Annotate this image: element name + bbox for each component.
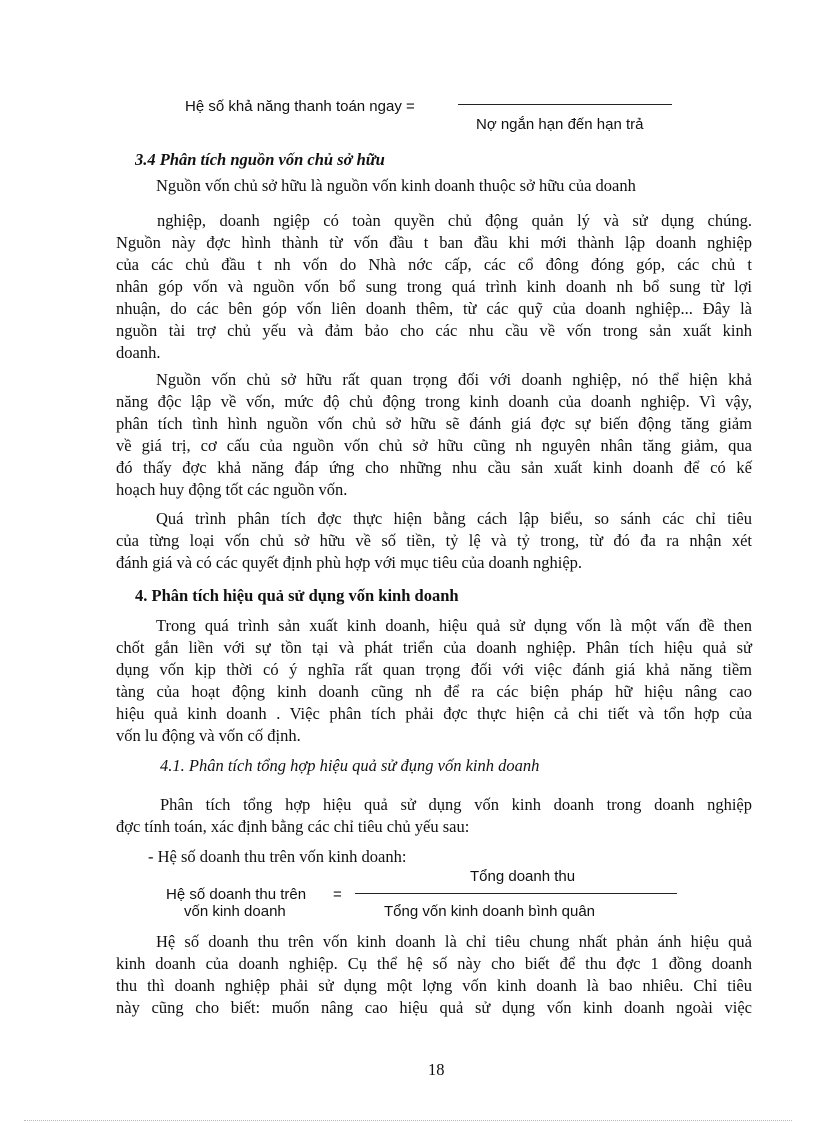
paragraph-line: vốn lu động và vốn cố định.	[116, 726, 301, 745]
fraction-bar	[458, 104, 672, 105]
paragraph-line: nghiệp, doanh ngiệp có toàn quyền chủ động quản lý và sử dụng chúng.	[157, 211, 752, 230]
formula-quick-ratio-label: Hệ số khả năng thanh toán ngay =	[185, 98, 415, 115]
paragraph-line: Nguồn này đợc hình thành từ vốn đầu t ban đầu khi mới thành lập doanh nghiệp	[116, 233, 752, 252]
formula-revenue-ratio-label-line2: vốn kinh doanh	[184, 903, 286, 920]
section-4-1-heading: 4.1. Phân tích tổng hợp hiệu quả sử đụng vốn kinh doanh	[160, 756, 540, 775]
formula-quick-ratio-denominator: Nợ ngắn hạn đến hạn trả	[476, 116, 644, 133]
paragraph-line: nguồn tài trợ chủ yếu và đảm bảo cho các nhu cầu về vốn trong sản xuất kinh	[116, 321, 752, 340]
paragraph-line: của từng loại vốn chủ sở hữu về số tiền, tỷ lệ và tỷ trong, từ đó đa ra nhận xét	[116, 531, 752, 550]
paragraph-line: của các chủ đầu t nh vốn do Nhà nớc cấp, các cổ đông đóng góp, các chủ t	[116, 255, 752, 274]
paragraph-line: phân tích tình hình nguồn vốn chủ sở hữu sẽ đánh giá đợc sự biến động tăng giảm	[116, 414, 752, 433]
paragraph-line: dụng vốn kịp thời có ý nghĩa rất quan trọng đối với việc đánh giá khả năng tiềm	[116, 660, 752, 679]
paragraph-line: hiệu quả kinh doanh . Việc phân tích phải đợc thực hiện cả chi tiết và tổn hợp của	[116, 704, 752, 723]
paragraph-line: doanh.	[116, 343, 161, 362]
formula-revenue-ratio-denominator: Tổng vốn kinh doanh bình quân	[384, 903, 596, 920]
equals-sign: =	[333, 886, 342, 903]
section-3-4-heading: 3.4 Phân tích nguồn vốn chủ sở hữu	[135, 150, 385, 169]
paragraph-line: tàng của hoạt động kinh doanh cũng nh để ra các biện pháp hữ hiệu nâng cao	[116, 682, 752, 701]
paragraph-line: này cũng cho biết: muốn nâng cao hiệu quả sử dụng vốn kinh doanh ngoài việc	[116, 998, 752, 1017]
paragraph-line: Phân tích tổng hợp hiệu quả sử dụng vốn kinh doanh trong doanh nghiệp	[160, 795, 752, 814]
paragraph-line: nhân góp vốn và nguồn vốn bổ sung trong quá trình kinh doanh nh bổ sung từ lợi	[116, 277, 752, 296]
formula-revenue-ratio-numerator: Tổng doanh thu	[470, 868, 576, 885]
fraction-bar	[355, 893, 677, 894]
paragraph-line: đó thấy đợc khả năng đáp ứng cho những nhu cầu sản xuất kinh doanh để có kế	[116, 458, 752, 477]
bullet-item: - Hệ số doanh thu trên vốn kinh doanh:	[148, 847, 407, 866]
paragraph-line: Nguồn vốn chủ sở hữu rất quan trọng đối với doanh nghiệp, nó thể hiện khả	[156, 370, 752, 389]
paragraph-line: đợc tính toán, xác định bằng các chỉ tiêu chủ yếu sau:	[116, 817, 470, 836]
paragraph-line: nhuận, do các bên góp vốn liên doanh thêm, từ các quỹ của doanh nghiệp... Đây là	[116, 299, 752, 318]
paragraph-line: Hệ số doanh thu trên vốn kinh doanh là chỉ tiêu chung nhất phản ánh hiệu quả	[156, 932, 752, 951]
paragraph-line: về giá trị, cơ cấu của nguồn vốn chủ sở hữu cũng nh nguyên nhân tăng giảm, qua	[116, 436, 752, 455]
paragraph-line: đánh giá và có các quyết định phù hợp với mục tiêu của doanh nghiệp.	[116, 553, 583, 572]
paragraph-line: kinh doanh của doanh nghiệp. Cụ thể hệ số này cho biết để thu đợc 1 đồng doanh	[116, 954, 752, 973]
paragraph-line: Nguồn vốn chủ sở hữu là nguồn vốn kinh doanh thuộc sở hữu của doanh	[156, 176, 636, 195]
paragraph-line: thu thì doanh nghiệp phải sử dụng một lợng vốn kinh doanh là bao nhiêu. Chỉ tiêu	[116, 976, 752, 995]
page-bottom-border	[24, 1120, 792, 1121]
formula-revenue-ratio-label-line1: Hệ số doanh thu trên	[166, 886, 307, 903]
paragraph-line: Quá trình phân tích đợc thực hiện bằng cách lập biểu, so sánh các chỉ tiêu	[156, 509, 752, 528]
page-number: 18	[428, 1060, 445, 1079]
paragraph-line: chốt gắn liền với sự tồn tại và phát triển của doanh nghiệp. Phân tích hiệu quả sử	[116, 638, 752, 657]
paragraph-line: năng độc lập về vốn, mức độ chủ động trong kinh doanh của doanh nghiệp. Vì vậy,	[116, 392, 752, 411]
paragraph-line: hoạch huy động tốt các nguồn vốn.	[116, 480, 348, 499]
paragraph-line: Trong quá trình sản xuất kinh doanh, hiệu quả sử dụng vốn là một vấn đề then	[156, 616, 752, 635]
section-4-heading: 4. Phân tích hiệu quả sử dụng vốn kinh doanh	[135, 586, 459, 605]
